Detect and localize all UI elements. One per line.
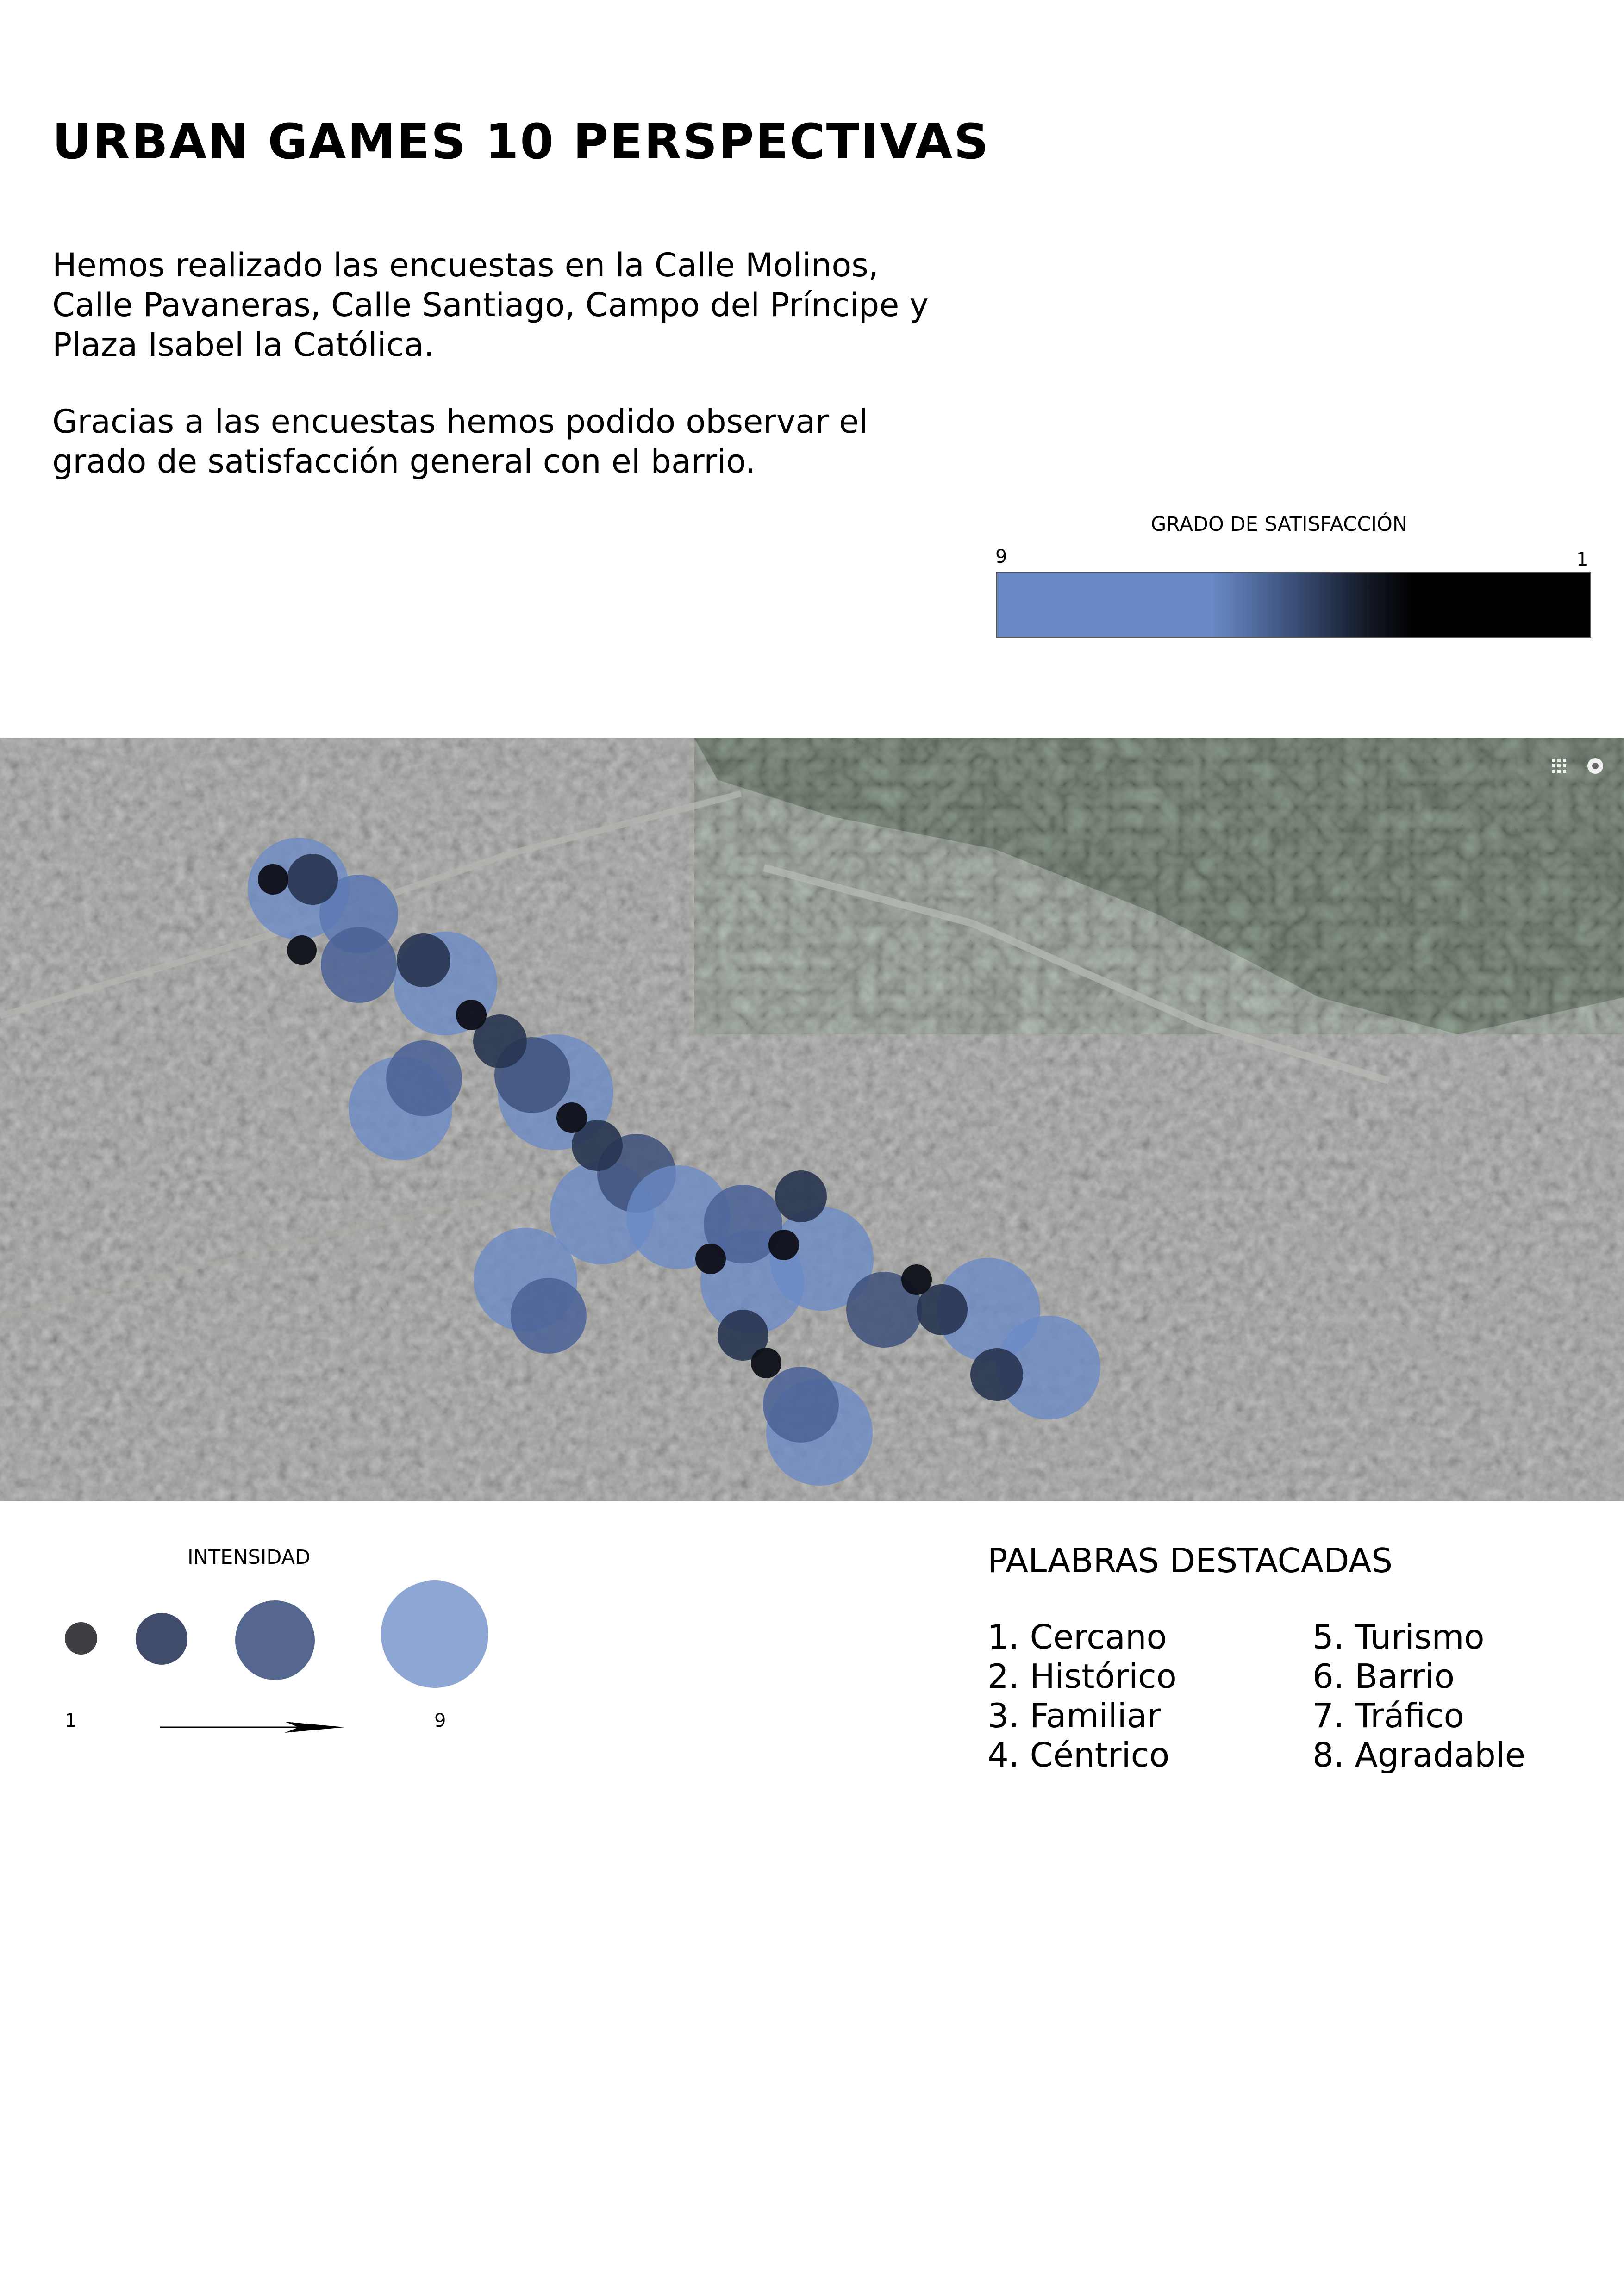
survey-point — [456, 1000, 487, 1030]
intensity-sample-1 — [65, 1622, 97, 1655]
survey-point — [386, 1040, 462, 1116]
intensity-sample-4 — [381, 1580, 488, 1688]
survey-point — [751, 1348, 781, 1378]
satisfaction-gradient-bar — [996, 572, 1591, 638]
survey-point — [397, 933, 450, 987]
satisfaction-legend-min-label: 9 — [995, 546, 1007, 567]
keywords-column-1 — [987, 1618, 1312, 1775]
keyword-item: 3. Familiar — [987, 1696, 1161, 1735]
satisfaction-legend-max-label: 1 — [1576, 549, 1588, 570]
survey-point — [511, 1278, 587, 1354]
survey-point — [901, 1264, 932, 1295]
survey-point — [775, 1170, 827, 1222]
survey-point — [695, 1244, 726, 1274]
intro-paragraph-1-line: Hemos realizado las encuestas en la Calle Molinos, — [52, 246, 879, 284]
intro-paragraph-1-line: Plaza Isabel la Católica. — [52, 326, 434, 364]
info-icon[interactable] — [1586, 757, 1605, 775]
survey-point — [287, 854, 338, 905]
keyword-item: 1. Cercano — [987, 1618, 1167, 1656]
intro-paragraph-1-line: Calle Pavaneras, Calle Santiago, Campo del Príncipe y — [52, 286, 929, 324]
page-title: URBAN GAMES 10 PERSPECTIVAS — [52, 113, 990, 170]
intro-paragraph-2-line: Gracias a las encuestas hemos podido observar el — [52, 403, 868, 441]
survey-point — [287, 935, 317, 965]
survey-point — [970, 1348, 1023, 1401]
survey-point — [556, 1102, 587, 1133]
intro-paragraph-2 — [52, 402, 1071, 481]
keyword-item: 5. Turismo — [1312, 1618, 1485, 1656]
keyword-item: 4. Céntrico — [987, 1736, 1170, 1774]
intensity-legend-title: INTENSIDAD — [187, 1546, 311, 1569]
keyword-item: 6. Barrio — [1312, 1657, 1455, 1696]
intensity-sample-3 — [235, 1600, 315, 1680]
arrow-right-icon — [160, 1718, 345, 1736]
keywords-column-2 — [1312, 1618, 1624, 1775]
keyword-item: 8. Agradable — [1312, 1736, 1526, 1774]
keywords-title: PALABRAS DESTACADAS — [987, 1541, 1393, 1580]
intensity-sample-2 — [136, 1613, 187, 1665]
intro-paragraph-2-line: grado de satisfacción general con el barrio. — [52, 442, 756, 480]
grid-icon[interactable] — [1550, 757, 1568, 775]
survey-point — [768, 1230, 799, 1260]
survey-point — [258, 864, 288, 895]
intro-paragraph-1 — [52, 245, 1071, 365]
map-canvas — [0, 738, 1624, 1501]
keyword-item: 2. Histórico — [987, 1657, 1177, 1696]
keyword-item: 7. Tráfico — [1312, 1696, 1464, 1735]
intensity-legend-max-label: 9 — [434, 1710, 446, 1731]
satisfaction-legend-title: GRADO DE SATISFACCIÓN — [1151, 513, 1408, 536]
survey-point — [321, 927, 397, 1003]
satellite-map[interactable] — [0, 738, 1624, 1501]
survey-point — [763, 1367, 839, 1443]
intensity-legend-min-label: 1 — [65, 1710, 77, 1731]
